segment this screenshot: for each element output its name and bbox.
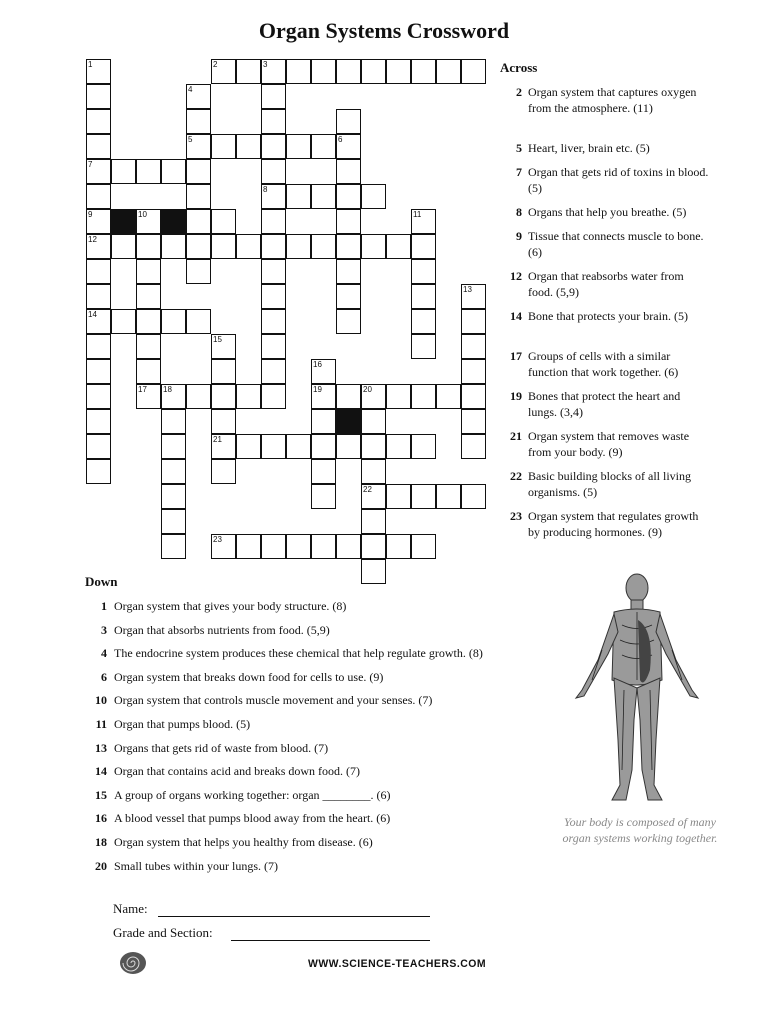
crossword-cell[interactable] [411,534,436,559]
clue-number: 13 [95,740,107,755]
clue-text: Heart, liver, brain etc. (5) [528,141,650,155]
crossword-cell[interactable] [186,159,211,184]
crossword-cell[interactable] [111,159,136,184]
crossword-cell[interactable] [311,234,336,259]
crossword-cell[interactable] [361,434,386,459]
cell-number: 2 [213,60,218,69]
crossword-cell[interactable] [186,234,211,259]
crossword-cell[interactable] [161,484,186,509]
crossword-cell[interactable] [411,259,436,284]
crossword-cell[interactable] [311,484,336,509]
crossword-cell[interactable] [461,384,486,409]
cell-number: 16 [313,360,322,369]
crossword-cell[interactable] [261,284,286,309]
crossword-black-cell [336,409,361,434]
crossword-cell[interactable] [236,134,261,159]
cell-number: 23 [213,535,222,544]
crossword-cell[interactable] [286,434,311,459]
crossword-cell[interactable] [336,259,361,284]
crossword-cell[interactable] [311,434,336,459]
clue-text: Organ system that regulates growth by producing hormones. (9) [528,509,699,539]
clue-text: Organ that pumps blood. (5) [114,717,251,731]
crossword-cell[interactable] [311,534,336,559]
crossword-cell[interactable] [261,359,286,384]
crossword-cell[interactable] [261,384,286,409]
crossword-cell[interactable] [436,59,461,84]
cell-number: 1 [88,60,93,69]
crossword-cell[interactable] [386,384,411,409]
crossword-cell[interactable] [261,134,286,159]
crossword-cell[interactable] [261,259,286,284]
crossword-cell[interactable] [361,509,386,534]
crossword-cell[interactable] [186,209,211,234]
crossword-cell[interactable] [386,234,411,259]
crossword-cell[interactable] [136,359,161,384]
crossword-cell[interactable] [186,309,211,334]
page-title: Organ Systems Crossword [258,18,510,43]
cell-number: 21 [213,435,222,444]
crossword-cell[interactable] [411,334,436,359]
crossword-cell[interactable] [86,134,111,159]
clue-number: 16 [95,811,107,826]
clue-text: Groups of cells with a similar function that work together. (6) [528,349,679,379]
crossword-cell[interactable] [111,309,136,334]
human-body-illustration [562,570,712,810]
clue-text: Organ that gets rid of toxins in blood. (5) [528,165,709,195]
crossword-cell[interactable] [261,309,286,334]
crossword-cell[interactable] [361,559,386,584]
crossword-cell[interactable] [286,59,311,84]
cell-number: 8 [263,185,268,194]
clue-text: A blood vessel that pumps blood away from the heart. (6) [114,811,391,826]
crossword-cell[interactable] [461,59,486,84]
crossword-cell[interactable] [336,434,361,459]
crossword-cell[interactable] [86,259,111,284]
cell-number: 6 [338,135,343,144]
crossword-cell[interactable] [311,409,336,434]
cell-number: 10 [138,210,147,219]
ammonite-logo-icon [118,950,148,976]
clue-number: 3 [101,622,107,637]
crossword-cell[interactable] [161,309,186,334]
cell-number: 11 [413,210,422,219]
crossword-cell[interactable] [286,184,311,209]
crossword-cell[interactable] [236,59,261,84]
crossword-cell[interactable] [386,59,411,84]
crossword-cell[interactable] [336,309,361,334]
crossword-cell[interactable] [136,334,161,359]
cell-number: 15 [213,335,222,344]
clue-number: 20 [95,858,107,873]
cell-number: 9 [88,210,93,219]
crossword-cell[interactable] [136,309,161,334]
crossword-cell[interactable] [236,434,261,459]
crossword-cell[interactable] [286,134,311,159]
clue-number: 14 [510,309,522,323]
crossword-cell[interactable] [211,409,236,434]
crossword-cell[interactable] [386,534,411,559]
crossword-cell[interactable] [461,409,486,434]
clue-text: Organ system that removes waste from your body. (9) [528,429,690,459]
crossword-cell[interactable] [361,234,386,259]
crossword-cell[interactable] [386,434,411,459]
cell-number: 18 [163,385,172,394]
crossword-cell[interactable] [411,484,436,509]
crossword-cell[interactable] [136,284,161,309]
clue-text: A group of organs working together: organ ________. (6) [114,787,391,802]
crossword-cell[interactable] [136,259,161,284]
crossword-black-cell [161,209,186,234]
clue-text: Bone that protects your brain. (5) [528,309,688,323]
crossword-cell[interactable] [86,359,111,384]
down-heading: Down [85,574,118,589]
crossword-cell[interactable] [361,534,386,559]
grade-section-label: Grade and Section: [113,925,213,940]
clue-number: 7 [516,165,522,179]
clue-number: 1 [101,599,107,613]
crossword-cell[interactable] [336,234,361,259]
clue-text: Organ system that controls muscle movement and your senses. (7) [114,693,433,708]
clue-number: 19 [510,389,522,403]
crossword-cell[interactable] [261,334,286,359]
crossword-cell[interactable] [386,484,411,509]
crossword-cell[interactable] [161,509,186,534]
clue-text: Organs that gets rid of waste from blood. (7) [114,740,329,755]
crossword-cell[interactable] [86,434,111,459]
website-footer: WWW.SCIENCE-TEACHERS.COM [308,958,487,970]
clue-number: 4 [101,646,107,661]
crossword-cell[interactable] [161,434,186,459]
crossword-cell[interactable] [411,309,436,334]
crossword-cell[interactable] [161,234,186,259]
crossword-cell[interactable] [161,159,186,184]
crossword-cell[interactable] [311,134,336,159]
crossword-cell[interactable] [236,234,261,259]
cell-number: 19 [313,385,322,394]
crossword-cell[interactable] [211,359,236,384]
crossword-cell[interactable] [136,234,161,259]
clue-text: Organ that reabsorbs water from food. (5,9) [528,269,684,299]
crossword-cell[interactable] [86,184,111,209]
clue-number: 22 [510,469,522,483]
crossword-cell[interactable] [261,534,286,559]
crossword-cell[interactable] [461,309,486,334]
crossword-cell[interactable] [261,434,286,459]
crossword-cell[interactable] [361,409,386,434]
crossword-cell[interactable] [286,234,311,259]
clue-text: Bones that protect the heart and lungs. (3,4) [528,389,681,419]
crossword-cell[interactable] [86,409,111,434]
clue-text: Organ that contains acid and breaks down food. (7) [114,764,361,779]
crossword-cell[interactable] [261,159,286,184]
crossword-cell[interactable] [186,109,211,134]
crossword-cell[interactable] [411,59,436,84]
crossword-cell[interactable] [261,209,286,234]
crossword-cell[interactable] [336,109,361,134]
clue-number: 18 [95,835,107,849]
name-input-line[interactable] [158,916,430,917]
crossword-cell[interactable] [186,184,211,209]
clue-text: Organ system that helps you healthy from disease. (6) [114,835,373,849]
name-label: Name: [113,901,148,916]
grade-section-input-line[interactable] [231,940,430,941]
cell-number: 3 [263,60,268,69]
crossword-cell[interactable] [336,534,361,559]
crossword-cell[interactable] [161,459,186,484]
clue-text: Organ system that breaks down food for cells to use. (9) [114,669,384,684]
crossword-cell[interactable] [336,209,361,234]
crossword-cell[interactable] [86,384,111,409]
clue-number: 11 [95,717,107,731]
clue-text: Organ system that captures oxygen from the atmosphere. (11) [528,85,697,115]
crossword-cell[interactable] [411,384,436,409]
crossword-cell[interactable] [211,234,236,259]
cell-number: 4 [188,85,193,94]
crossword-cell[interactable] [336,159,361,184]
crossword-cell[interactable] [336,384,361,409]
crossword-cell[interactable] [286,534,311,559]
crossword-cell[interactable] [461,434,486,459]
crossword-cell[interactable] [86,334,111,359]
crossword-cell[interactable] [261,84,286,109]
crossword-cell[interactable] [436,384,461,409]
crossword-cell[interactable] [211,384,236,409]
crossword-cell[interactable] [461,334,486,359]
crossword-cell[interactable] [336,284,361,309]
crossword-cell[interactable] [336,184,361,209]
across-heading: Across [500,60,538,75]
crossword-cell[interactable] [161,534,186,559]
clue-number: 17 [510,349,522,363]
crossword-cell[interactable] [361,184,386,209]
crossword-cell[interactable] [461,359,486,384]
cell-number: 7 [88,160,93,169]
crossword-cell[interactable] [236,534,261,559]
clue-text: Tissue that connects muscle to bone. (6) [528,229,704,259]
cell-number: 22 [363,485,372,494]
crossword-cell[interactable] [436,484,461,509]
clue-text: Organs that help you breathe. (5) [528,205,687,219]
crossword-cell[interactable] [311,59,336,84]
clue-number: 9 [516,229,522,243]
crossword-cell[interactable] [186,259,211,284]
crossword-cell[interactable] [161,409,186,434]
crossword-black-cell [111,209,136,234]
crossword-cell[interactable] [411,234,436,259]
crossword-cell[interactable] [86,84,111,109]
crossword-cell[interactable] [86,284,111,309]
crossword-cell[interactable] [261,234,286,259]
clue-number: 12 [510,269,522,283]
crossword-cell[interactable] [211,134,236,159]
clue-number: 23 [510,509,522,523]
clue-text: The endocrine system produces these chemical that help regulate growth. (8) [114,646,483,661]
cell-number: 20 [363,385,372,394]
clue-number: 15 [95,787,107,802]
clue-number: 10 [95,693,107,708]
crossword-cell[interactable] [336,59,361,84]
crossword-cell[interactable] [86,459,111,484]
clue-text: Small tubes within your lungs. (7) [114,858,278,873]
clue-number: 6 [101,669,107,684]
cell-number: 13 [463,285,472,294]
crossword-cell[interactable] [86,109,111,134]
crossword-cell[interactable] [411,434,436,459]
clue-number: 5 [516,141,522,155]
crossword-cell[interactable] [186,384,211,409]
crossword-cell[interactable] [111,234,136,259]
clue-number: 14 [95,764,107,779]
crossword-cell[interactable] [236,384,261,409]
clue-number: 2 [516,85,522,99]
clue-number: 8 [516,205,522,219]
crossword-cell[interactable] [211,459,236,484]
clue-text: Organ that absorbs nutrients from food. (5,9) [114,622,330,637]
crossword-cell[interactable] [311,184,336,209]
cell-number: 5 [188,135,193,144]
crossword-cell[interactable] [311,459,336,484]
cell-number: 17 [138,385,147,394]
clue-text: Basic building blocks of all living organisms. (5) [528,469,691,499]
clue-text: Organ system that gives your body structure. (8) [114,599,347,613]
crossword-cell[interactable] [411,284,436,309]
crossword-cell[interactable] [361,59,386,84]
crossword-cell[interactable] [261,109,286,134]
crossword-cell[interactable] [211,209,236,234]
crossword-cell[interactable] [136,159,161,184]
crossword-cell[interactable] [361,459,386,484]
illustration-caption: Your body is composed of many organ systems working together. [562,815,718,845]
crossword-cell[interactable] [461,484,486,509]
clue-number: 21 [510,429,522,443]
cell-number: 12 [88,235,97,244]
cell-number: 14 [88,310,97,319]
